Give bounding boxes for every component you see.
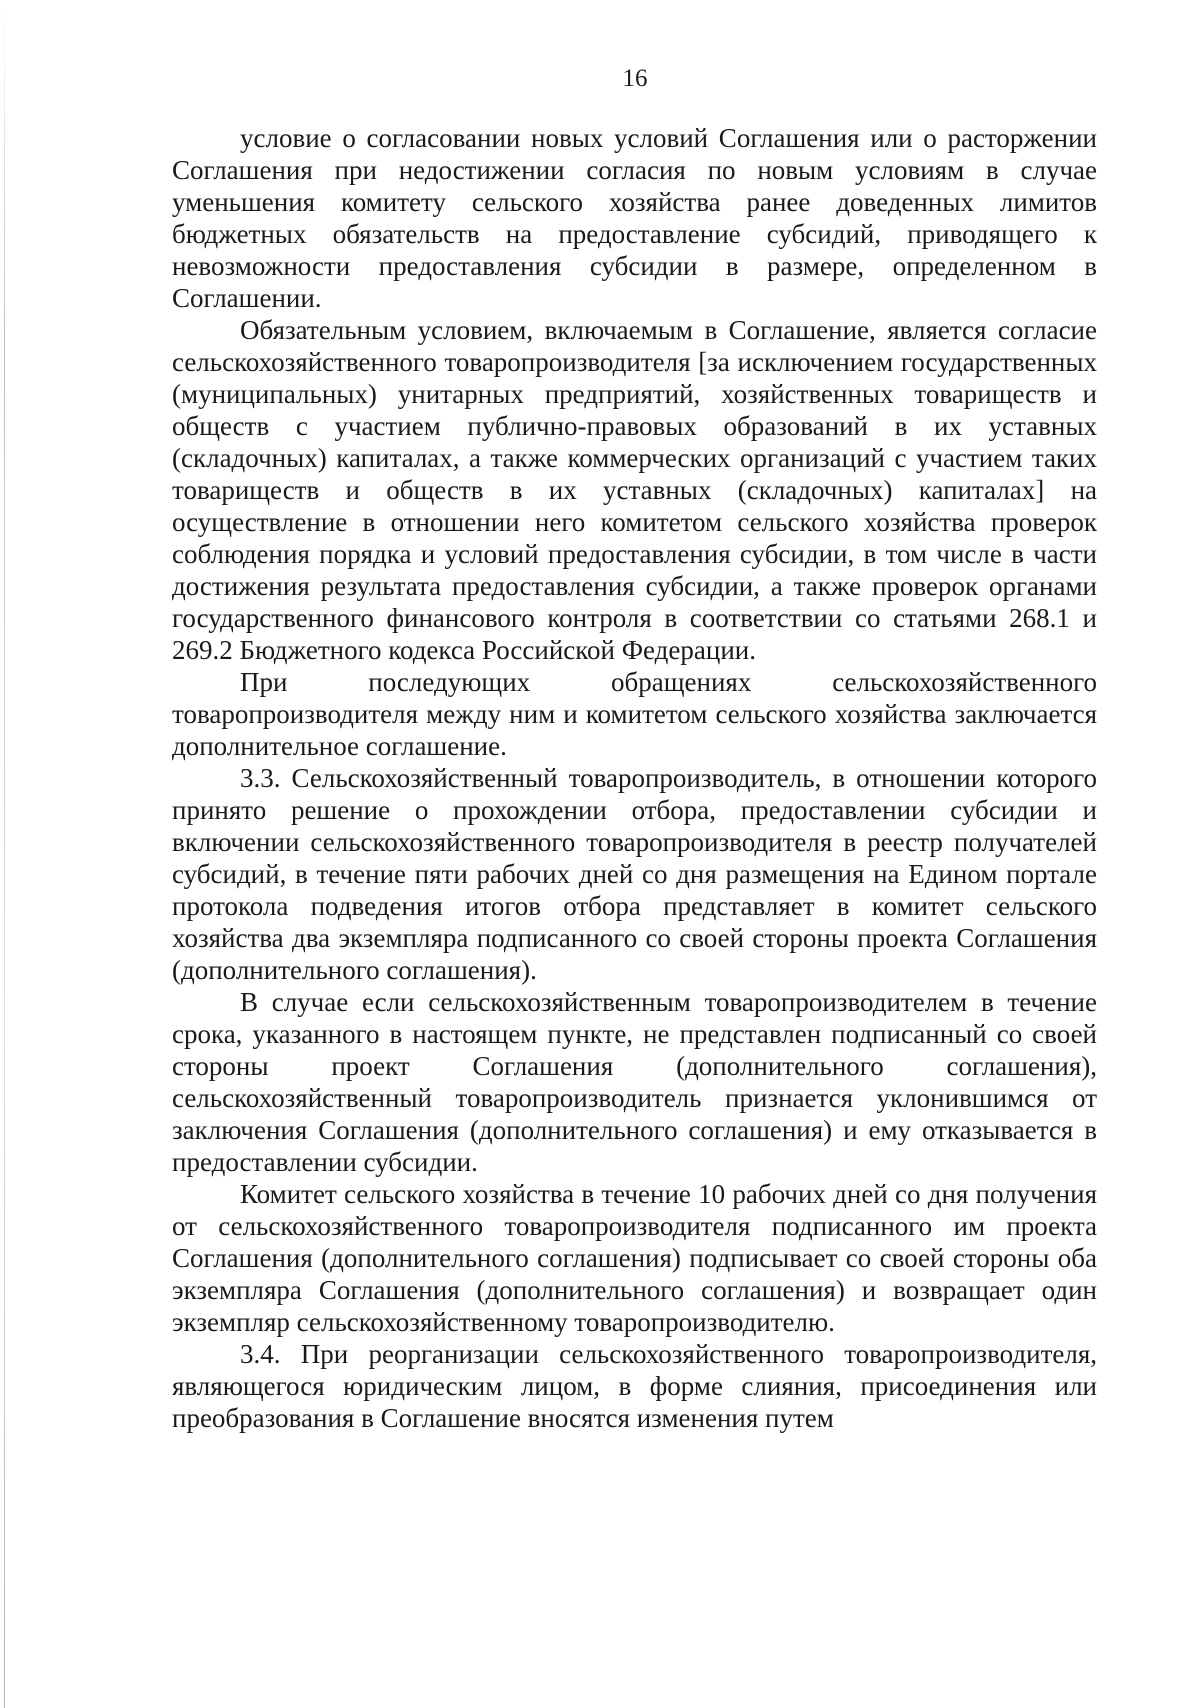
- paragraph-section-3-3: 3.3. Сельскохозяйственный товаропроизводитель, в отношении которого принято решение о прохождении отбора, предоставлении субсидии и включении сельскохозяйственного товаропроизводителя в реестр получателей субсидий, в течение пяти рабочих дней со дня размещения на Едином портале протокола подведения итогов отбора представляет в комитет сельского хозяйства два экземпляра подписанного со своей стороны проекта Соглашения (дополнительного соглашения).: [172, 763, 1097, 985]
- paragraph-failure-to-submit: В случае если сельскохозяйственным товаропроизводителем в течение срока, указанного в настоящем пункте, не представлен подписанный со своей стороны проект Соглашения (дополнительного соглашения), сельскохозяйственный товаропроизводитель признается уклонившимся от заключения Соглашения (дополнительного соглашения) и ему отказывается в предоставлении субсидии.: [172, 987, 1097, 1177]
- paragraph-section-3-4: 3.4. При реорганизации сельскохозяйственного товаропроизводителя, являющегося юридическим лицом, в форме слияния, присоединения или преобразования в Соглашение вносятся изменения путем: [172, 1339, 1097, 1433]
- paragraph-committee-signing: Комитет сельского хозяйства в течение 10 рабочих дней со дня получения от сельскохозяйственного товаропроизводителя подписанного им проекта Соглашения (дополнительного соглашения) подписывает со своей стороны оба экземпляра Соглашения (дополнительного соглашения) и возвращает один экземпляр сельскохозяйственному товаропроизводителю.: [172, 1179, 1097, 1337]
- paragraph-agreement-condition: условие о согласовании новых условий Соглашения или о расторжении Соглашения при недостижении согласия по новым условиям в случае уменьшения комитету сельского хозяйства ранее доведенных лимитов бюджетных обязательств на предоставление субсидий, приводящего к невозможности предоставления субсидии в размере, определенном в Соглашении.: [172, 123, 1097, 313]
- page-number: 16: [622, 65, 648, 92]
- paragraph-subsequent-requests: При последующих обращениях сельскохозяйственного товаропроизводителя между ним и комитетом сельского хозяйства заключается дополнительное соглашение.: [172, 667, 1097, 761]
- scan-edge-line: [4, 0, 5, 1708]
- document-body: [172, 122, 1097, 1434]
- paragraph-mandatory-condition: Обязательным условием, включаемым в Соглашение, является согласие сельскохозяйственного товаропроизводителя [за исключением государственных (муниципальных) унитарных предприятий, хозяйственных товариществ и обществ с участием публично-правовых образований в их уставных (складочных) капиталах, а также коммерческих организаций с участием таких товариществ и обществ в их уставных (складочных) капиталах] на осуществление в отношении него комитетом сельского хозяйства проверок соблюдения порядка и условий предоставления субсидии, в том числе в части достижения результата предоставления субсидии, а также проверок органами государственного финансового контроля в соответствии со статьями 268.1 и 269.2 Бюджетного кодекса Российской Федерации.: [172, 315, 1097, 665]
